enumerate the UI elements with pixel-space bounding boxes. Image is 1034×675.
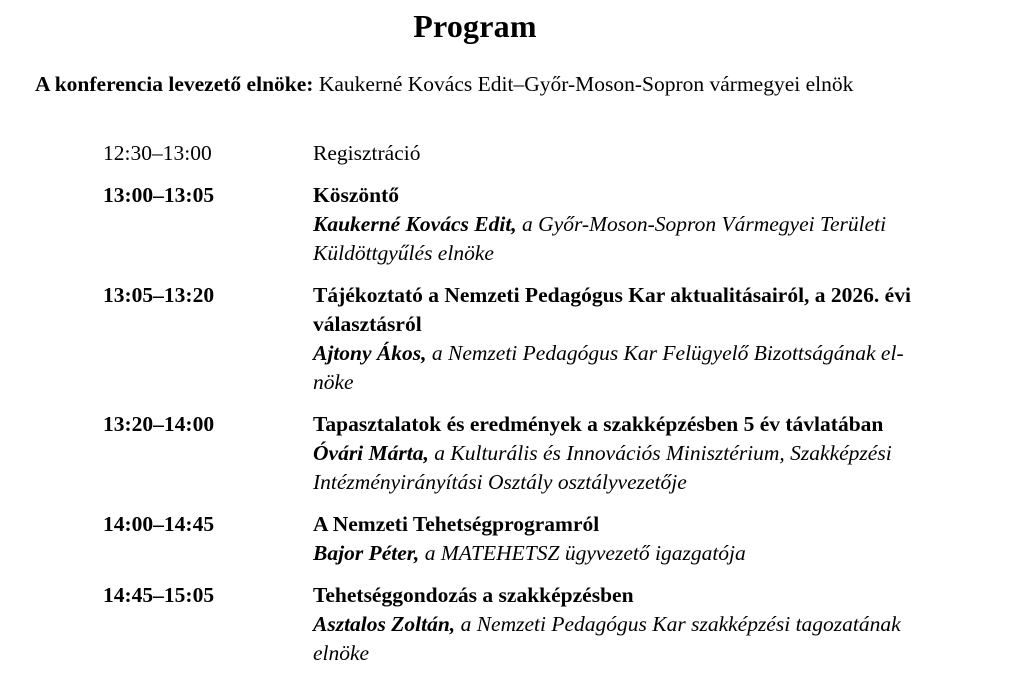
- speaker-name: Asztalos Zoltán,: [313, 612, 456, 636]
- entry-title: Köszöntő: [313, 183, 399, 207]
- speaker-name: Óvári Márta,: [313, 441, 429, 465]
- entry-desc: [313, 281, 933, 397]
- speaker-name: Bajor Péter,: [313, 541, 420, 565]
- entry-title: Tájékoztató a Nemzeti Pedagógus Kar aktualitásairól, a 2026. évi választásról: [313, 283, 911, 336]
- entry-desc: [313, 181, 933, 268]
- entry-speaker-line: [313, 610, 933, 668]
- entry-title: Tapasztalatok és eredmények a szakképzésben 5 év távlatában: [313, 412, 884, 436]
- entry-time: 14:00–14:45: [103, 512, 215, 536]
- speaker-role: a MATEHETSZ ügyvezető igazgatója: [424, 541, 746, 565]
- chair-label: A konferencia levezető elnöke:: [35, 72, 314, 96]
- page-title: Program: [413, 8, 537, 44]
- schedule-entry: [103, 139, 1034, 168]
- entry-desc: [313, 139, 933, 168]
- chair-name: Kaukerné Kovács Edit–Győr-Moson-Sopron vármegyei elnök: [318, 72, 854, 96]
- speaker-name: Kaukerné Kovács Edit,: [313, 212, 517, 236]
- schedule-entry: [103, 410, 1034, 497]
- speaker-role: a Nemzeti Pedagógus Kar szakképzési tagozatának elnöke: [313, 612, 901, 665]
- schedule-entry: [103, 581, 1034, 668]
- speaker-role: a Győr-Moson-Sopron Vármegyei Területi Küldöttgyűlés elnöke: [313, 212, 887, 265]
- speaker-role: a Kulturális és Innovációs Minisztérium, Szakképzési Intézményirányítási Osztály osztályvezetője: [313, 441, 892, 494]
- speaker-name: Ajtony Ákos,: [313, 341, 427, 365]
- entry-time: 12:30–13:00: [103, 141, 212, 165]
- entry-time: 13:20–14:00: [103, 412, 215, 436]
- entry-title: Regisztráció: [313, 141, 421, 165]
- entry-speaker-line: [313, 339, 933, 397]
- entry-time: 13:00–13:05: [103, 183, 215, 207]
- entry-desc: [313, 410, 933, 497]
- schedule-entry: [103, 510, 1034, 568]
- entry-time: 13:05–13:20: [103, 283, 215, 307]
- schedule: [103, 139, 1034, 668]
- entry-desc: [313, 510, 933, 568]
- entry-title: Tehetséggondozás a szakképzésben: [313, 583, 634, 607]
- chair-line: [35, 72, 1034, 97]
- entry-speaker-line: [313, 539, 933, 568]
- entry-time: 14:45–15:05: [103, 583, 215, 607]
- entry-title: A Nemzeti Tehetségprogramról: [313, 512, 600, 536]
- schedule-entry: [103, 181, 1034, 268]
- schedule-entry: [103, 281, 1034, 397]
- entry-speaker-line: [313, 210, 933, 268]
- speaker-role: a Nemzeti Pedagógus Kar Felügyelő Bizottságának elnöke: [313, 341, 904, 394]
- entry-desc: [313, 581, 933, 668]
- entry-speaker-line: [313, 439, 933, 497]
